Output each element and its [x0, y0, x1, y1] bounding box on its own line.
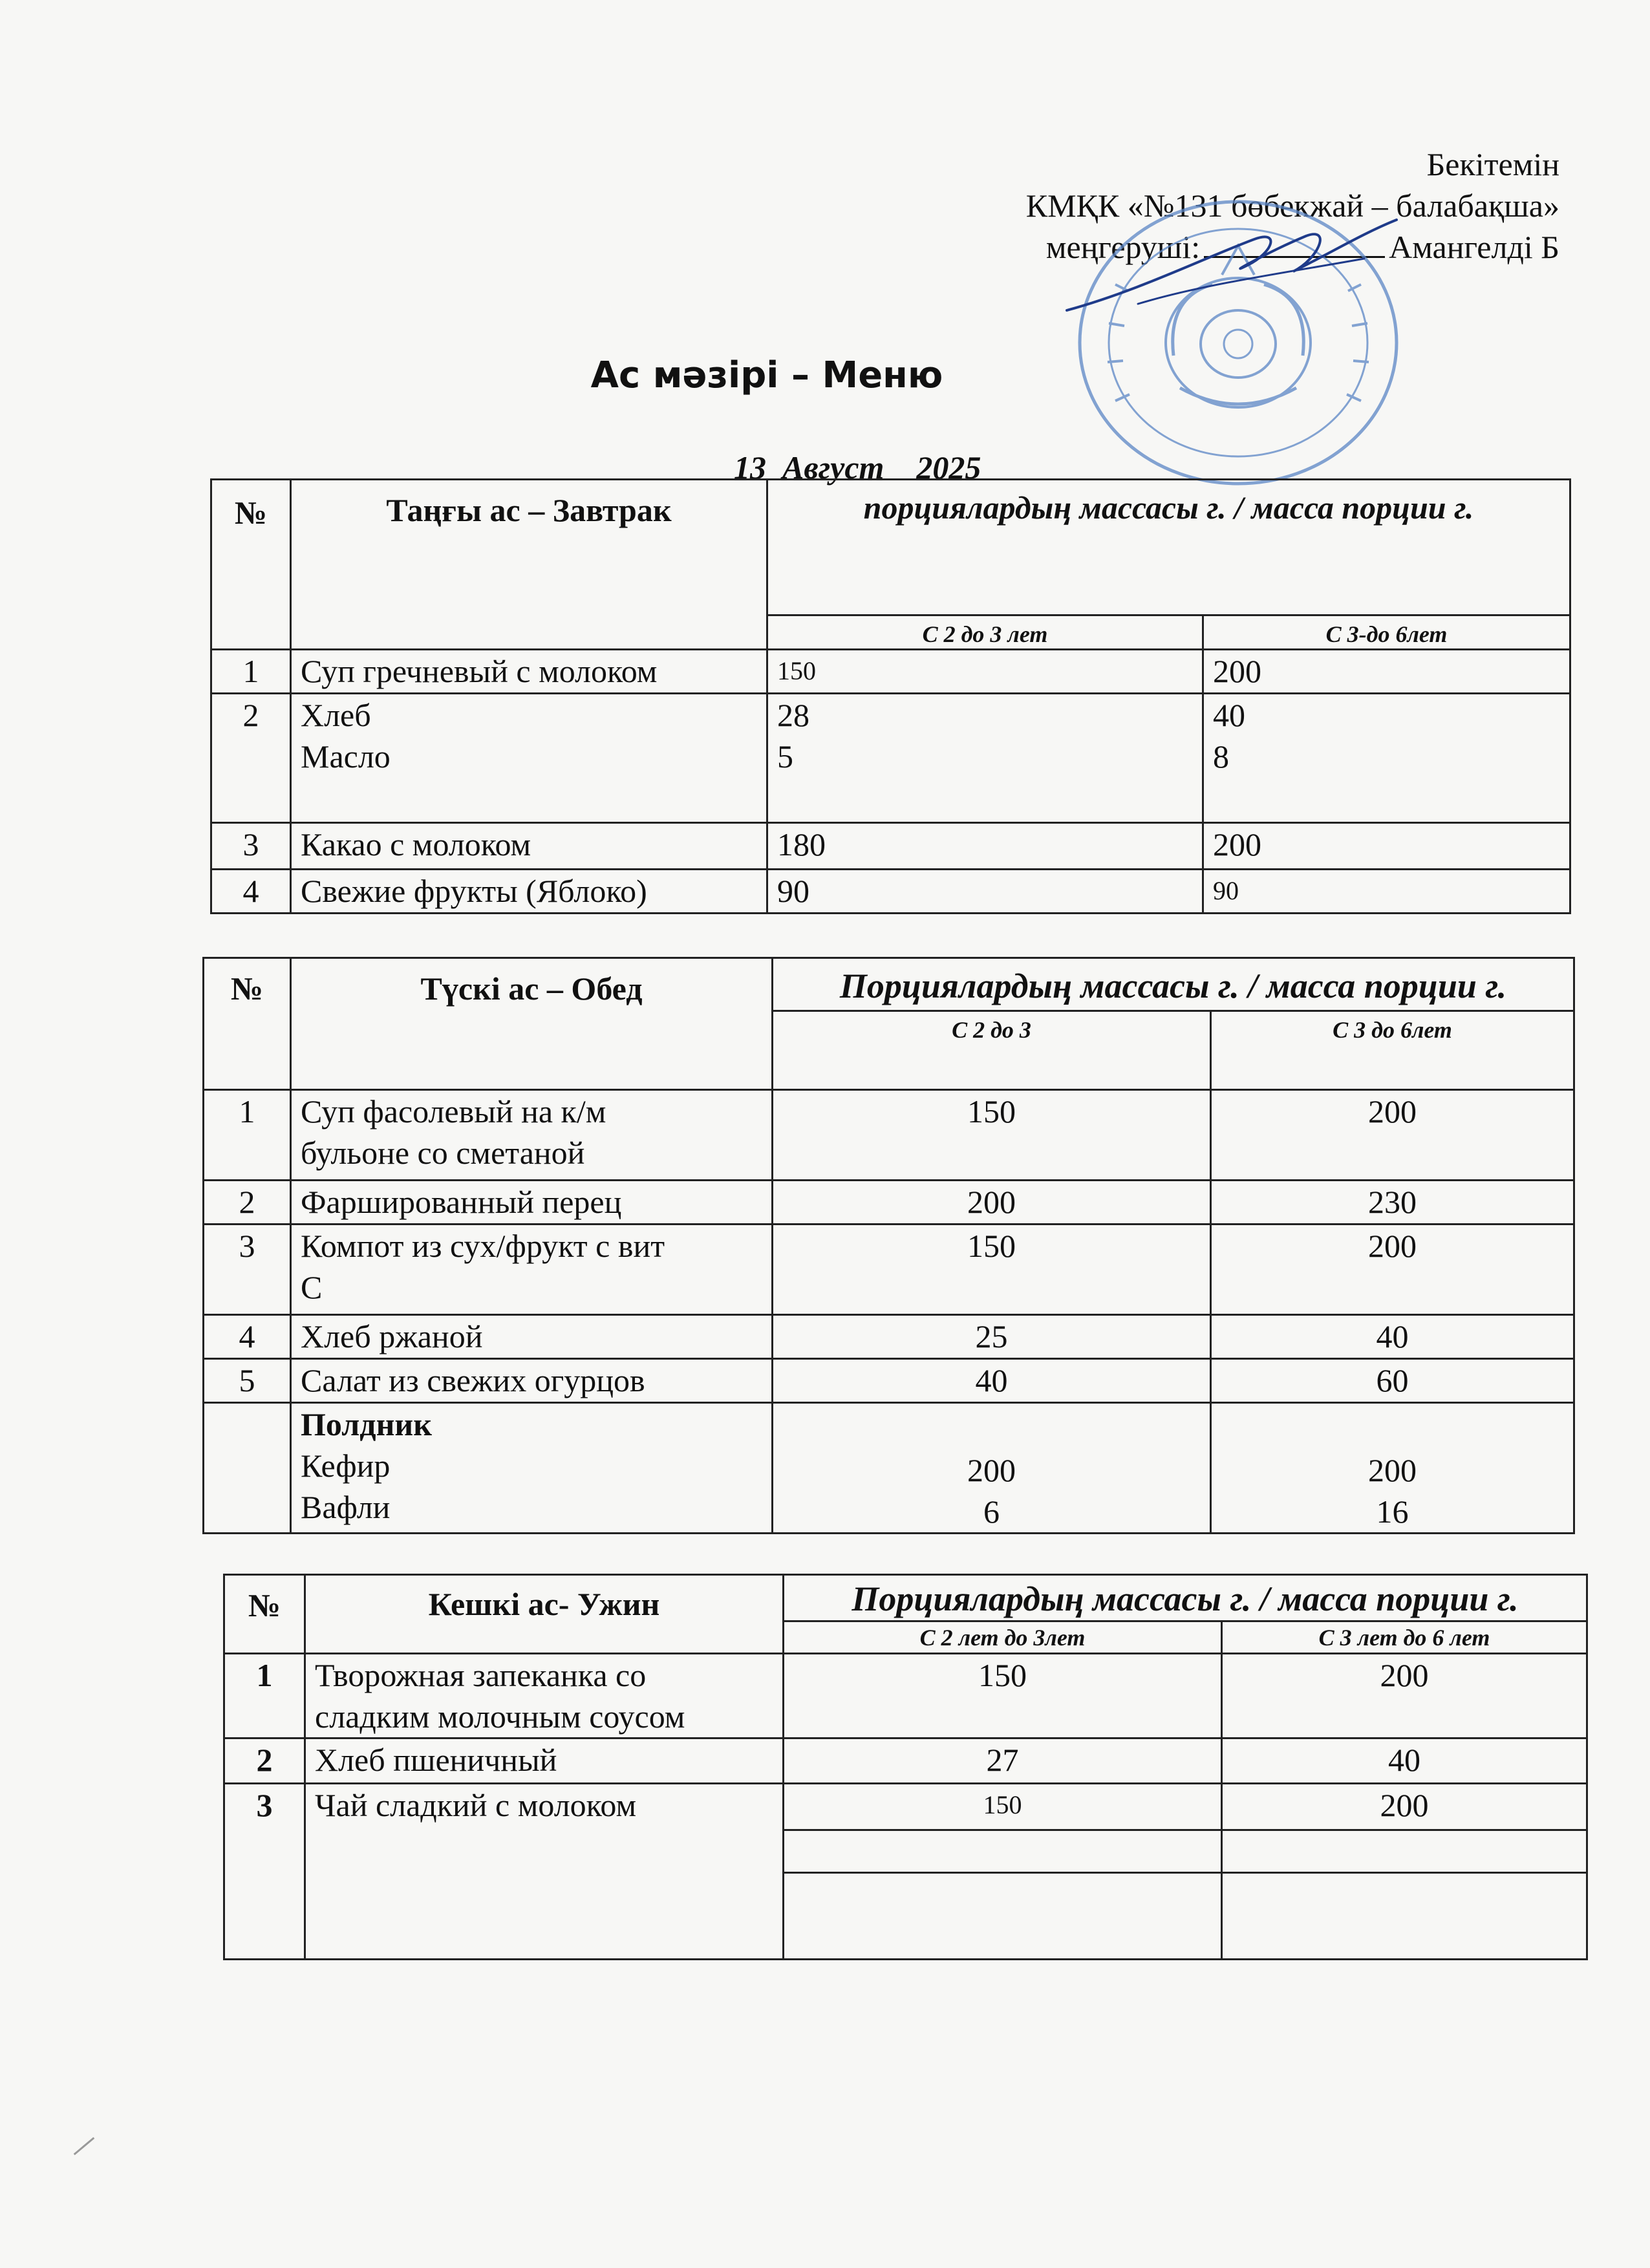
portion-age-1: 150	[784, 1784, 1222, 1830]
portion-value-2: 8	[1213, 738, 1229, 775]
table-row	[211, 694, 1570, 823]
table-header-row	[224, 1575, 1587, 1621]
table-row	[224, 1784, 1587, 1830]
dish-name-line-2: Масло	[301, 738, 391, 775]
row-number: 3	[224, 1784, 305, 1960]
header-portion-mass: Порциялардың массасы г. / масса порции г.	[773, 958, 1574, 1011]
dish-name: Суп гречневый с молоком	[291, 650, 767, 694]
portion-age-1: 150	[767, 650, 1203, 694]
table-row	[211, 870, 1570, 914]
approval-line-3	[1026, 226, 1559, 268]
header-number: №	[211, 480, 291, 650]
empty-cell	[784, 1873, 1222, 1960]
portion-age-1	[767, 694, 1203, 823]
row-number: 2	[211, 694, 291, 823]
approval-block	[1026, 144, 1559, 268]
portion-age-2: 90	[1203, 870, 1570, 914]
row-number-empty	[204, 1403, 291, 1534]
header-age-2: С 3 до 6лет	[1211, 1011, 1574, 1090]
dish-name	[305, 1654, 784, 1738]
portion-age-1: 25	[773, 1315, 1211, 1359]
header-portion-mass: порциялардың массасы г. / масса порции г.	[767, 480, 1570, 615]
menu-date: 13 Август 2025	[734, 449, 981, 486]
snack-items	[291, 1403, 773, 1534]
row-number: 3	[211, 823, 291, 870]
row-number: 2	[224, 1738, 305, 1784]
empty-cell	[784, 1830, 1222, 1873]
table-row	[224, 1738, 1587, 1784]
breakfast-table	[210, 478, 1571, 914]
header-age-1: С 2 лет до 3лет	[784, 1621, 1222, 1654]
dish-name-line-1: Хлеб	[301, 697, 371, 733]
header-meal-title: Кешкі ас- Ужин	[305, 1575, 784, 1654]
portion-age-2	[1203, 694, 1570, 823]
header-number: №	[224, 1575, 305, 1654]
portion-age-2: 200	[1211, 1225, 1574, 1315]
scan-margin-mark	[74, 2137, 95, 2155]
dish-name: Салат из свежих огурцов	[291, 1359, 773, 1403]
header-meal-title: Таңғы ас – Завтрак	[291, 480, 767, 650]
row-number: 4	[211, 870, 291, 914]
header-meal-title: Түскі ас – Обед	[291, 958, 773, 1090]
portion-age-1: 40	[773, 1359, 1211, 1403]
portion-age-1: 90	[767, 870, 1203, 914]
table-row	[211, 650, 1570, 694]
portion-age-2: 200	[1203, 650, 1570, 694]
header-age-2: С 3 лет до 6 лет	[1222, 1621, 1587, 1654]
empty-cell	[1222, 1830, 1587, 1873]
dish-name: Хлеб пшеничный	[305, 1738, 784, 1784]
dish-name-line-1: Суп фасолевый на к/м	[301, 1093, 606, 1129]
table-header-row	[204, 958, 1574, 1011]
approval-name: Амангелді Б	[1389, 229, 1559, 265]
dish-name-line-2: бульоне со сметаной	[301, 1135, 585, 1171]
page-title-text: Ас мәзірі – Меню	[590, 354, 943, 396]
snack-item-2: Вафли	[301, 1489, 391, 1525]
portion-age-1: 27	[784, 1738, 1222, 1784]
portion-age-2	[1211, 1403, 1574, 1534]
header-age-2: С 3-до 6лет	[1203, 615, 1570, 650]
portion-value-2: 6	[983, 1493, 1000, 1530]
table-row	[204, 1181, 1574, 1225]
dish-name: Какао с молоком	[291, 823, 767, 870]
portion-age-1: 150	[773, 1090, 1211, 1181]
table-row	[204, 1359, 1574, 1403]
header-age-1: С 2 до 3 лет	[767, 615, 1203, 650]
table-header-row	[211, 480, 1570, 615]
header-number: №	[204, 958, 291, 1090]
portion-age-1: 200	[773, 1181, 1211, 1225]
portion-value-2: 16	[1376, 1493, 1409, 1530]
row-number: 1	[211, 650, 291, 694]
snack-title: Полдник	[301, 1406, 433, 1442]
portion-age-2: 230	[1211, 1181, 1574, 1225]
row-number: 5	[204, 1359, 291, 1403]
portion-age-1: 150	[784, 1654, 1222, 1738]
row-number: 2	[204, 1181, 291, 1225]
portion-value-1: 28	[777, 697, 809, 733]
approval-position: меңгеруші:	[1045, 229, 1201, 265]
dish-name: Хлеб ржаной	[291, 1315, 773, 1359]
portion-value-1: 40	[1213, 697, 1245, 733]
portion-age-2: 200	[1203, 823, 1570, 870]
table-row	[211, 823, 1570, 870]
portion-age-2: 200	[1222, 1654, 1587, 1738]
approval-line-2: КМҚК «№131 бөбекжай – балабақша»	[1025, 187, 1559, 224]
lunch-table	[202, 957, 1575, 1534]
portion-age-1: 150	[773, 1225, 1211, 1315]
portion-age-2: 60	[1211, 1359, 1574, 1403]
row-number: 4	[204, 1315, 291, 1359]
dish-name	[291, 1225, 773, 1315]
portion-value-1: 200	[967, 1452, 1016, 1488]
dinner-table	[223, 1574, 1588, 1960]
table-row	[204, 1090, 1574, 1181]
header-portion-mass: Порциялардың массасы г. / масса порции г.	[784, 1575, 1587, 1621]
dish-name: Фаршированный перец	[291, 1181, 773, 1225]
signature-blank	[1204, 230, 1385, 258]
dish-name: Чай сладкий с молоком	[305, 1784, 784, 1960]
dish-name-line-1: Компот из сух/фрукт с вит	[301, 1228, 665, 1264]
table-row	[204, 1315, 1574, 1359]
row-number: 1	[224, 1654, 305, 1738]
portion-age-2: 200	[1211, 1090, 1574, 1181]
portion-value-2: 5	[777, 738, 793, 775]
portion-age-1	[773, 1403, 1211, 1534]
dish-name-line-2: сладким молочным соусом	[315, 1698, 685, 1735]
header-age-1: С 2 до 3	[773, 1011, 1211, 1090]
approval-line-1: Бекітемін	[1426, 146, 1559, 182]
empty-cell	[1222, 1873, 1587, 1960]
portion-value-1: 200	[1368, 1452, 1417, 1488]
dish-name	[291, 694, 767, 823]
page-title	[0, 354, 1650, 396]
snack-row	[204, 1403, 1574, 1534]
portion-age-2: 40	[1222, 1738, 1587, 1784]
dish-name-line-1: Творожная запеканка со	[315, 1657, 647, 1693]
dish-name: Свежие фрукты (Яблоко)	[291, 870, 767, 914]
portion-age-2: 200	[1222, 1784, 1587, 1830]
portion-age-2: 40	[1211, 1315, 1574, 1359]
row-number: 3	[204, 1225, 291, 1315]
row-number: 1	[204, 1090, 291, 1181]
snack-item-1: Кефир	[301, 1448, 391, 1484]
table-row	[204, 1225, 1574, 1315]
table-row	[224, 1654, 1587, 1738]
dish-name	[291, 1090, 773, 1181]
dish-name-line-2: С	[301, 1269, 323, 1305]
portion-age-1: 180	[767, 823, 1203, 870]
